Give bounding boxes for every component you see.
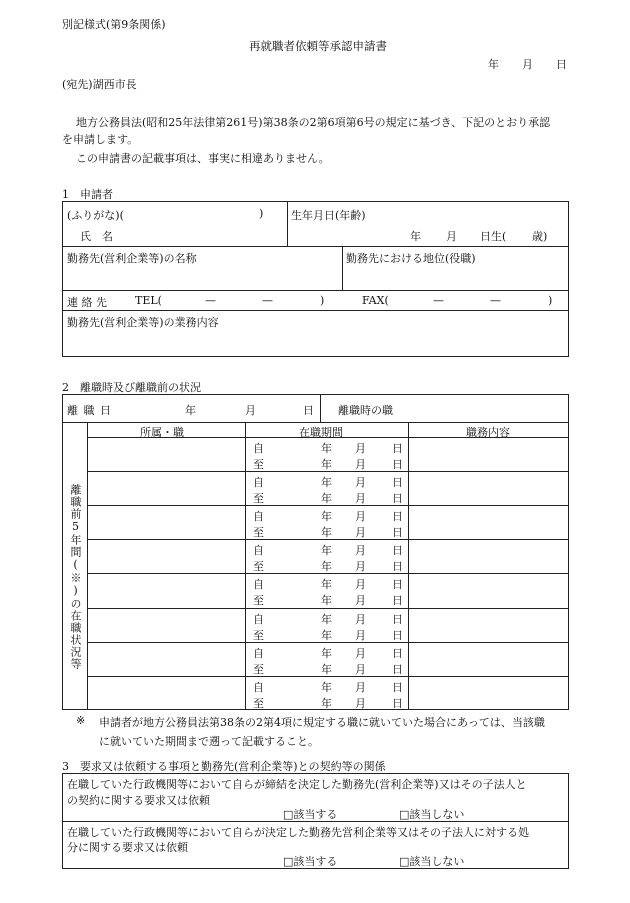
name-label: 氏 名 bbox=[80, 230, 113, 243]
date-month: 月 bbox=[522, 58, 533, 71]
period-from-year: 年 bbox=[321, 544, 332, 557]
period-from-label: 自 bbox=[253, 647, 264, 660]
intro-line2: を申請します。 bbox=[62, 133, 139, 146]
birth-month: 月 bbox=[446, 230, 457, 243]
period-to-day: 日 bbox=[392, 458, 403, 471]
period-to-month: 月 bbox=[355, 697, 366, 710]
period-to-label: 至 bbox=[253, 526, 264, 539]
period-to-label: 至 bbox=[253, 697, 264, 710]
item1-applicable-checkbox[interactable]: □該当する bbox=[283, 808, 338, 821]
period-to-label: 至 bbox=[253, 594, 264, 607]
note-line2: に就いていた期間まで遡って記載すること。 bbox=[99, 735, 319, 748]
period-from-day: 日 bbox=[392, 442, 403, 455]
period-from-year: 年 bbox=[321, 681, 332, 694]
period-to-day: 日 bbox=[392, 560, 403, 573]
furigana-label: (ふりがな)( bbox=[67, 209, 124, 222]
item2-applicable-checkbox[interactable]: □該当する bbox=[283, 855, 338, 868]
period-from-month: 月 bbox=[355, 647, 366, 660]
period-to-year: 年 bbox=[321, 697, 332, 710]
period-from-label: 自 bbox=[253, 578, 264, 591]
period-from-day: 日 bbox=[392, 681, 403, 694]
employer-position-label: 勤務先における地位(役職) bbox=[346, 252, 476, 265]
period-to-day: 日 bbox=[392, 594, 403, 607]
period-from-day: 日 bbox=[392, 578, 403, 591]
period-to-month: 月 bbox=[355, 492, 366, 505]
period-from-month: 月 bbox=[355, 544, 366, 557]
tel-dash-1: — bbox=[205, 294, 216, 307]
period-to-month: 月 bbox=[355, 594, 366, 607]
history-row-divider bbox=[87, 539, 569, 540]
period-from-day: 日 bbox=[392, 510, 403, 523]
birth-label: 生年月日(年齢) bbox=[291, 209, 366, 222]
fax-label: FAX( bbox=[362, 294, 389, 307]
period-from-year: 年 bbox=[321, 442, 332, 455]
period-to-year: 年 bbox=[321, 492, 332, 505]
history-row-divider bbox=[87, 471, 569, 472]
form-label: 別記様式(第9条関係) bbox=[62, 18, 166, 31]
period-to-month: 月 bbox=[355, 458, 366, 471]
period-from-month: 月 bbox=[355, 613, 366, 626]
birth-day: 日生( bbox=[480, 230, 507, 243]
period-from-year: 年 bbox=[321, 613, 332, 626]
contact-label: 連 絡 先 bbox=[67, 296, 107, 309]
period-to-day: 日 bbox=[392, 526, 403, 539]
history-row-divider bbox=[87, 505, 569, 506]
history-row-divider bbox=[87, 642, 569, 643]
period-to-year: 年 bbox=[321, 560, 332, 573]
period-from-label: 自 bbox=[253, 681, 264, 694]
birth-year: 年 bbox=[410, 230, 421, 243]
date-year: 年 bbox=[488, 58, 499, 71]
period-to-year: 年 bbox=[321, 663, 332, 676]
period-to-year: 年 bbox=[321, 458, 332, 471]
period-from-label: 自 bbox=[253, 510, 264, 523]
item1-not-applicable-checkbox[interactable]: □該当しない bbox=[399, 808, 465, 821]
period-to-year: 年 bbox=[321, 594, 332, 607]
col-affiliation: 所属・職 bbox=[140, 426, 184, 439]
period-from-day: 日 bbox=[392, 544, 403, 557]
period-to-month: 月 bbox=[355, 560, 366, 573]
period-to-label: 至 bbox=[253, 663, 264, 676]
section2-heading: 2 離職時及び離職前の状況 bbox=[62, 381, 201, 394]
period-to-label: 至 bbox=[253, 560, 264, 573]
fax-dash-1: — bbox=[433, 294, 444, 307]
business-label: 勤務先(営利企業等)の業務内容 bbox=[67, 316, 219, 329]
tel-dash-2: — bbox=[262, 294, 273, 307]
period-to-month: 月 bbox=[355, 663, 366, 676]
history-row-divider bbox=[87, 573, 569, 574]
history-row-divider bbox=[87, 676, 569, 677]
period-from-year: 年 bbox=[321, 578, 332, 591]
fax-dash-2: — bbox=[490, 294, 501, 307]
declaration: この申請書の記載事項は、事実に相違ありません。 bbox=[76, 152, 330, 165]
item1-line1: 在職していた行政機関等において自らが締結を決定した勤務先(営利企業等)又はその子法人と bbox=[67, 778, 527, 791]
note-line1: 申請者が地方公務員法第38条の2第4項に規定する職に就いていた場合にあっては、当該職 bbox=[99, 716, 545, 729]
period-to-label: 至 bbox=[253, 458, 264, 471]
period-from-month: 月 bbox=[355, 578, 366, 591]
period-to-label: 至 bbox=[253, 629, 264, 642]
period-from-month: 月 bbox=[355, 681, 366, 694]
section1-heading: 1 申請者 bbox=[62, 188, 113, 201]
period-from-year: 年 bbox=[321, 510, 332, 523]
period-to-year: 年 bbox=[321, 629, 332, 642]
retire-day: 日 bbox=[303, 404, 314, 417]
date-day: 日 bbox=[556, 58, 567, 71]
history-side-label: 離職前5年間(※)の在職状況等 bbox=[69, 484, 82, 670]
period-from-label: 自 bbox=[253, 442, 264, 455]
tel-close: ) bbox=[320, 294, 325, 307]
period-to-day: 日 bbox=[392, 629, 403, 642]
period-to-year: 年 bbox=[321, 526, 332, 539]
period-from-month: 月 bbox=[355, 510, 366, 523]
birth-age: 歳) bbox=[532, 230, 548, 243]
addressee: (宛先)湖西市長 bbox=[62, 78, 137, 91]
period-to-month: 月 bbox=[355, 629, 366, 642]
period-from-label: 自 bbox=[253, 476, 264, 489]
note-mark: ※ bbox=[76, 714, 86, 727]
period-from-label: 自 bbox=[253, 544, 264, 557]
period-from-day: 日 bbox=[392, 476, 403, 489]
fax-close: ) bbox=[548, 294, 553, 307]
tel-label: TEL( bbox=[135, 294, 162, 307]
period-to-day: 日 bbox=[392, 697, 403, 710]
period-from-month: 月 bbox=[355, 476, 366, 489]
col-period: 在職期間 bbox=[299, 426, 343, 439]
retire-year: 年 bbox=[185, 404, 196, 417]
history-table bbox=[62, 394, 569, 710]
retire-date-label: 離 職 日 bbox=[67, 404, 112, 417]
applicant-table bbox=[62, 201, 569, 357]
intro-line1: 地方公務員法(昭和25年法律第261号)第38条の2第6項第6号の規定に基づき、下記のとおり承認 bbox=[76, 116, 551, 129]
period-to-month: 月 bbox=[355, 526, 366, 539]
item2-not-applicable-checkbox[interactable]: □該当しない bbox=[399, 855, 465, 868]
period-from-year: 年 bbox=[321, 647, 332, 660]
period-from-year: 年 bbox=[321, 476, 332, 489]
history-row-divider bbox=[87, 608, 569, 609]
period-from-label: 自 bbox=[253, 613, 264, 626]
item2-line2: 分に関する要求又は依頼 bbox=[67, 841, 188, 854]
period-from-month: 月 bbox=[355, 442, 366, 455]
retire-month: 月 bbox=[245, 404, 256, 417]
col-duties: 職務内容 bbox=[466, 426, 510, 439]
item2-line1: 在職していた行政機関等において自らが決定した勤務先営利企業等又はその子法人に対する処 bbox=[67, 826, 529, 839]
retire-post-label: 離職時の職 bbox=[338, 404, 393, 417]
period-to-day: 日 bbox=[392, 663, 403, 676]
employer-name-label: 勤務先(営利企業等)の名称 bbox=[67, 252, 197, 265]
period-to-day: 日 bbox=[392, 492, 403, 505]
item1-line2: の契約に関する要求又は依頼 bbox=[67, 794, 210, 807]
page-title: 再就職者依頼等承認申請書 bbox=[249, 39, 387, 53]
section3-heading: 3 要求又は依頼する事項と勤務先(営利企業等)との契約等の関係 bbox=[62, 760, 386, 773]
period-from-day: 日 bbox=[392, 613, 403, 626]
furigana-close: ) bbox=[259, 207, 264, 220]
period-from-day: 日 bbox=[392, 647, 403, 660]
period-to-label: 至 bbox=[253, 492, 264, 505]
